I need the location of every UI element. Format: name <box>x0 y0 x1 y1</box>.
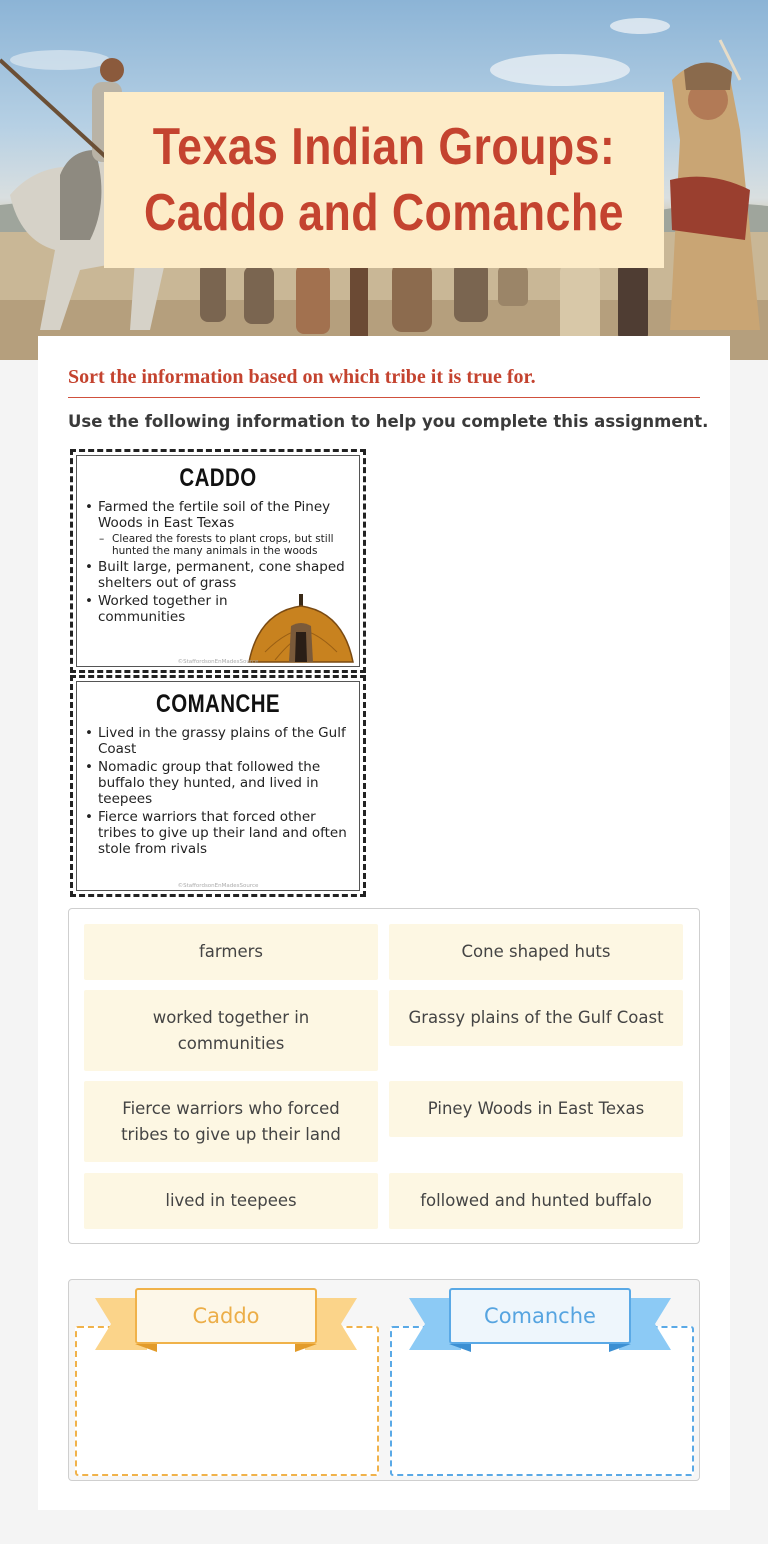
comanche-bullet-list <box>85 725 347 857</box>
title-line-1: Texas Indian Groups: <box>152 118 616 176</box>
caddo-bullet: • Built large, permanent, cone shaped shelters out of grass <box>85 559 347 591</box>
caddo-category-label: Caddo <box>135 1288 317 1344</box>
worksheet-page <box>38 336 730 1510</box>
caddo-info-card <box>70 449 366 673</box>
sort-item-card[interactable]: worked together in communities <box>84 990 378 1071</box>
grass-hut-icon <box>245 592 357 666</box>
comanche-category-label: Comanche <box>449 1288 631 1344</box>
title-box <box>104 92 664 268</box>
sort-item-card[interactable]: lived in teepees <box>84 1173 378 1229</box>
sort-item-card[interactable]: Piney Woods in East Texas <box>389 1081 683 1137</box>
sort-instruction: Sort the information based on which tribe it is true for. <box>68 366 700 398</box>
sort-item-card[interactable]: followed and hunted buffalo <box>389 1173 683 1229</box>
sort-item-card[interactable]: Cone shaped huts <box>389 924 683 980</box>
comanche-ribbon <box>409 1288 671 1352</box>
drop-zones-area <box>68 1279 700 1481</box>
header-banner <box>0 0 768 360</box>
help-instruction: Use the following information to help you complete this assignment. <box>68 412 709 431</box>
comanche-info-card <box>70 675 366 897</box>
comanche-bullet: • Lived in the grassy plains of the Gulf Coast <box>85 725 347 757</box>
caddo-bullet: • Worked together in communities <box>85 593 235 625</box>
caddo-card-copyright: ©StaffordsonEnMadesSource <box>177 659 259 665</box>
comanche-card-copyright: ©StaffordsonEnMadesSource <box>177 883 259 889</box>
caddo-ribbon <box>95 1288 357 1352</box>
comanche-bullet: • Nomadic group that followed the buffalo they hunted, and lived in teepees <box>85 759 347 807</box>
caddo-sub-bullet: – Cleared the forests to plant crops, but still hunted the many animals in the woods <box>85 533 347 557</box>
caddo-card-heading: CADDO <box>179 464 257 492</box>
comanche-bullet: • Fierce warriors that forced other tribes to give up their land and often stole from rivals <box>85 809 347 857</box>
comanche-card-heading: COMANCHE <box>156 690 280 718</box>
sort-items-pool <box>68 908 700 1244</box>
sort-item-card[interactable]: farmers <box>84 924 378 980</box>
caddo-bullet: • Farmed the fertile soil of the Piney Woods in East Texas <box>85 499 347 531</box>
page-title <box>144 114 624 246</box>
title-line-2: Caddo and Comanche <box>144 184 624 242</box>
sort-item-card[interactable]: Fierce warriors who forced tribes to give up their land <box>84 1081 378 1162</box>
sort-item-card[interactable]: Grassy plains of the Gulf Coast <box>389 990 683 1046</box>
